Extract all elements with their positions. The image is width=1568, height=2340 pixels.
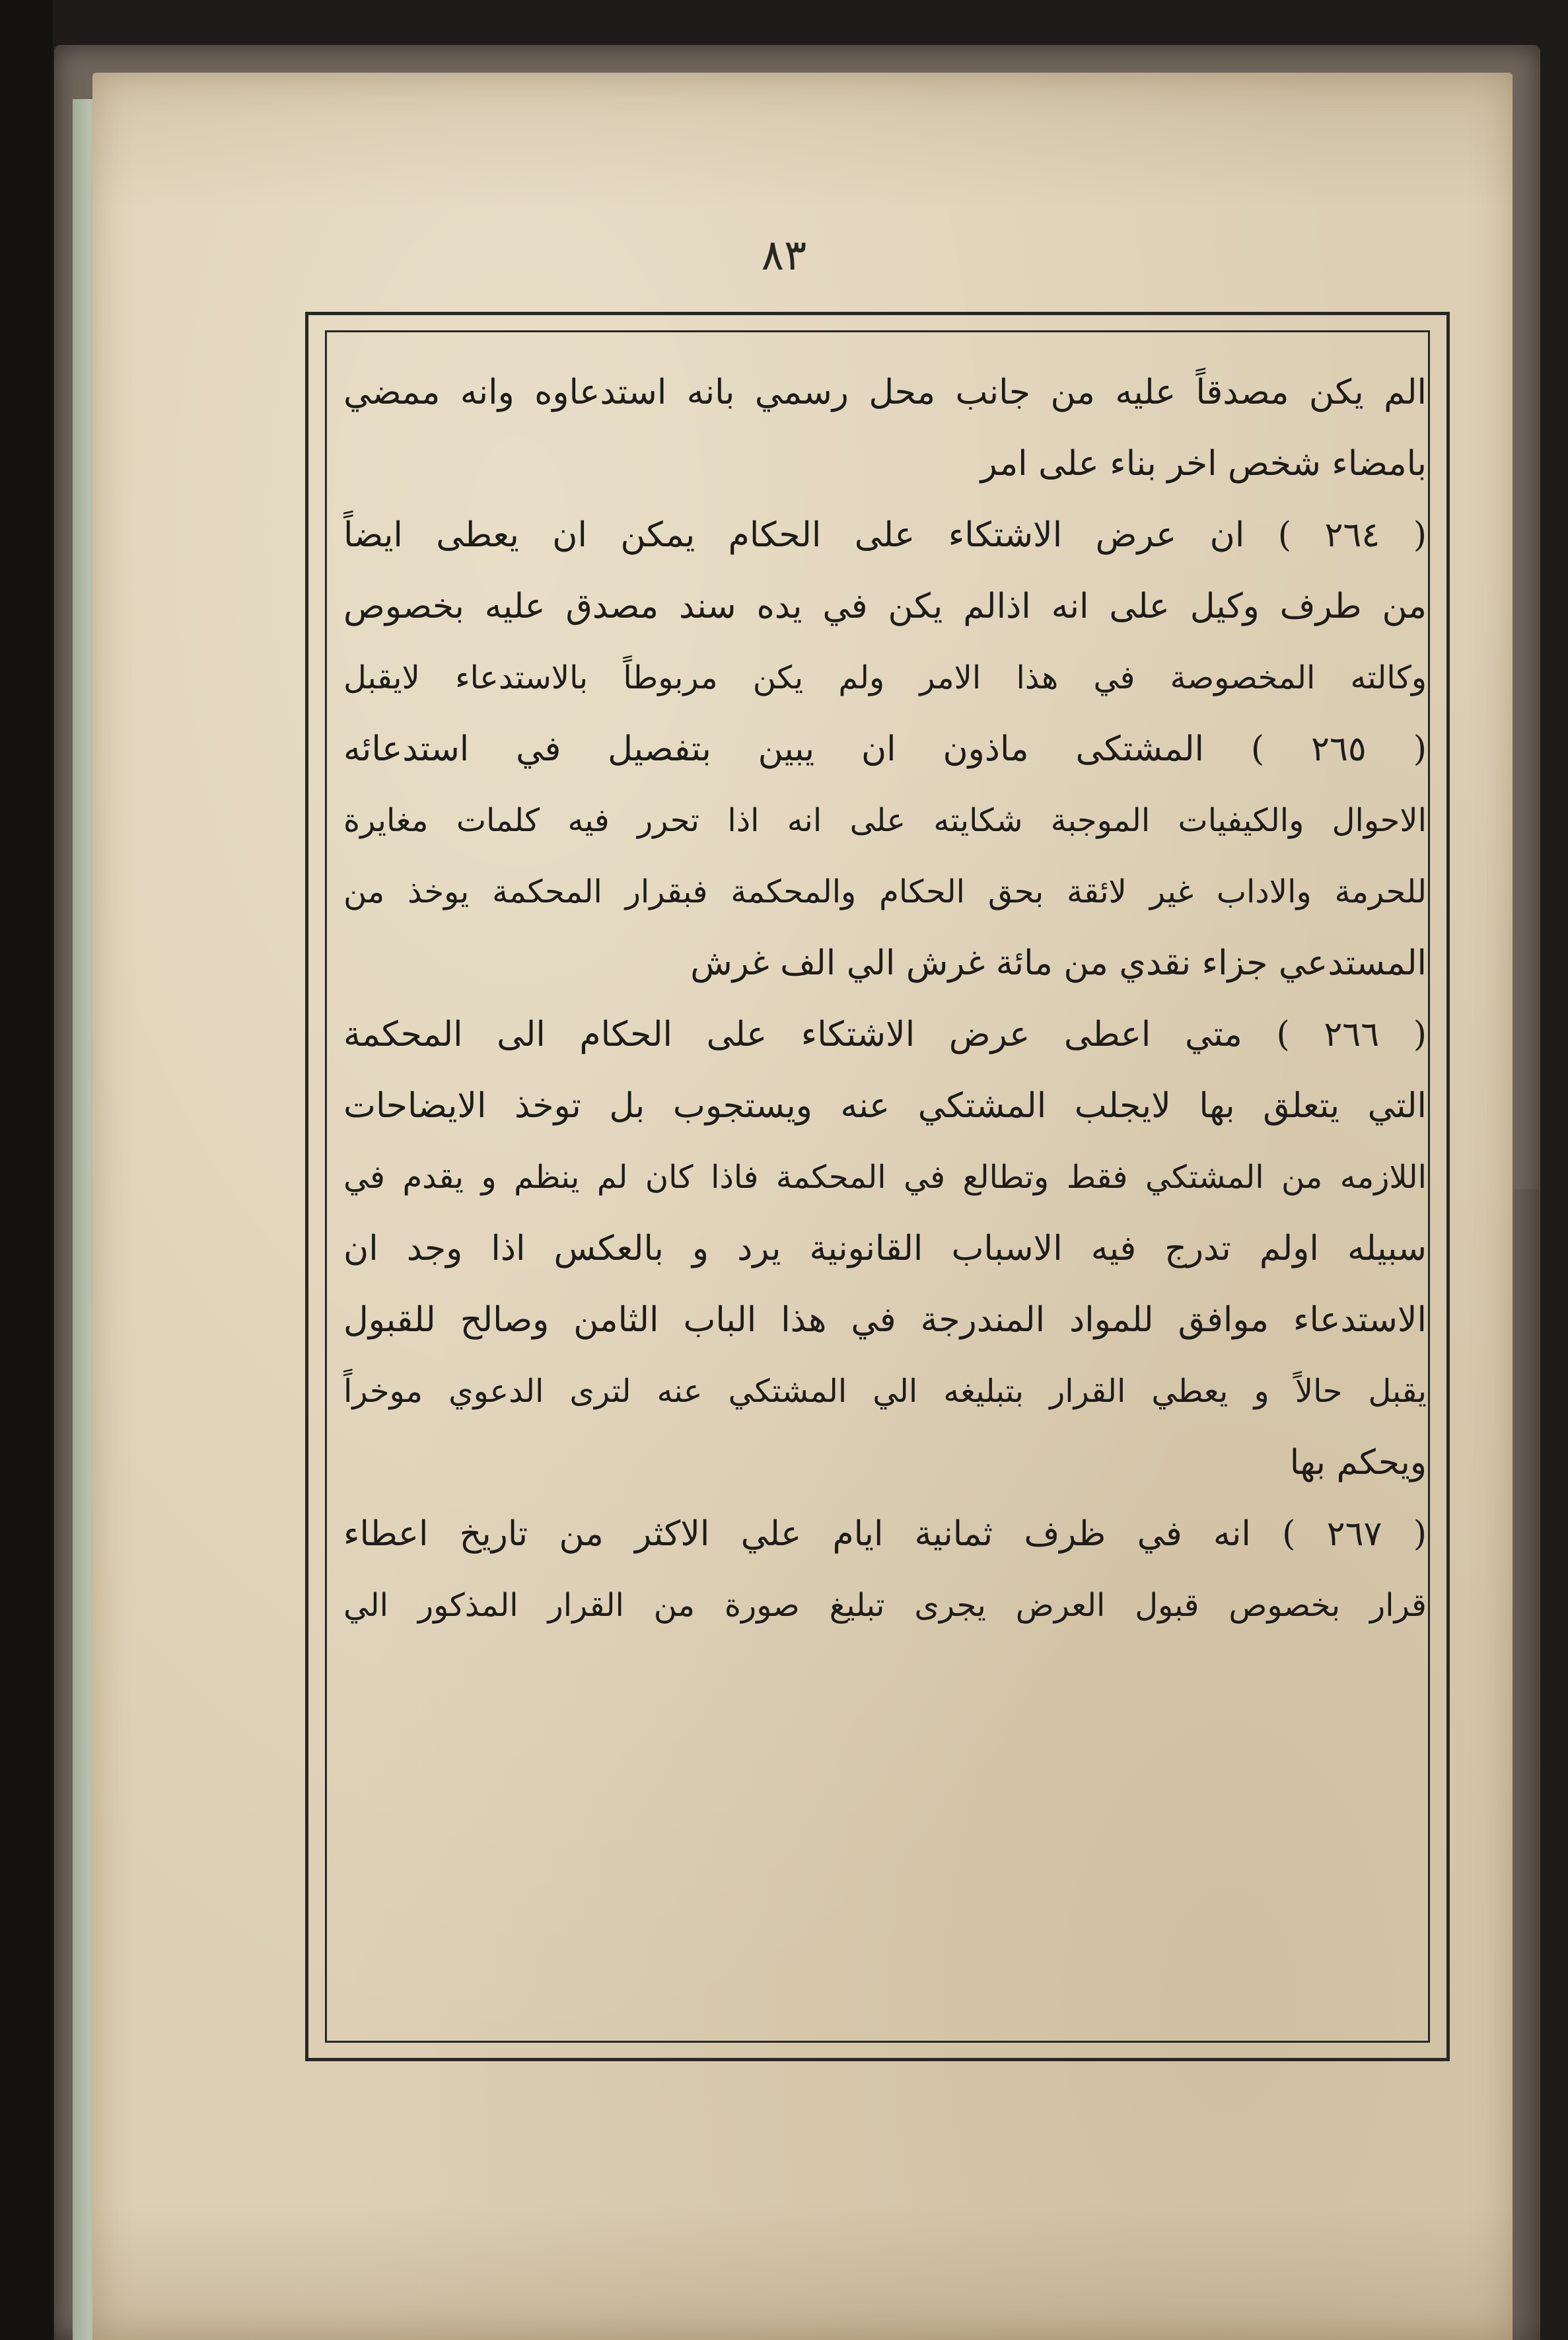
text-line: من طرف وكيل على انه اذالم يكن في يده سند مصدق عليه بخصوص <box>343 587 1427 626</box>
article-265-heading: ( ٢٦٥ ) المشتكى ماذون ان يبين بتفصيل في استدعائه <box>343 729 1427 769</box>
text-line: الاحوال والكيفيات الموجبة شكايته على انه اذا تحرر فيه كلمات مغايرة <box>343 802 1427 839</box>
text-line: المستدعي جزاء نقدي من مائة غرش الي الف غرش <box>690 943 1427 983</box>
article-266-heading: ( ٢٦٦ ) متي اعطى عرض الاشتكاء على الحكام الى المحكمة <box>343 1015 1427 1054</box>
text-line: بامضاء شخص اخر بناء على امر <box>980 444 1427 484</box>
text-line: ويحكم بها <box>1289 1443 1427 1482</box>
text-line: الاستدعاء موافق للمواد المندرجة في هذا الباب الثامن وصالح للقبول <box>343 1300 1427 1340</box>
text-line: قرار بخصوص قبول العرض يجرى تبليغ صورة من القرار المذكور الي <box>343 1587 1427 1624</box>
scan-backdrop <box>0 0 53 2340</box>
text-line: سبيله اولم تدرج فيه الاسباب القانونية يرد و بالعكس اذا وجد ان <box>343 1229 1427 1268</box>
article-267-heading: ( ٢٦٧ ) انه في ظرف ثمانية ايام علي الاكثر من تاريخ اعطاء <box>343 1514 1427 1554</box>
body-text <box>343 357 1427 1641</box>
text-line: للحرمة والاداب غير لائقة بحق الحكام والمحكمة فبقرار المحكمة يوخذ من <box>343 873 1427 910</box>
text-line: الم يكن مصدقاً عليه من جانب محل رسمي بانه استدعاوه وانه ممضي <box>343 373 1427 412</box>
text-line: التي يتعلق بها لايجلب المشتكي عنه ويستجوب بل توخذ الايضاحات <box>343 1086 1427 1126</box>
text-line: يقبل حالاً و يعطي القرار بتبليغه الي المشتكي عنه لترى الدعوي موخراً <box>343 1373 1427 1410</box>
text-line: اللازمه من المشتكي فقط وتطالع في المحكمة فاذا كان لم ينظم و يقدم في <box>343 1159 1427 1196</box>
text-line: وكالته المخصوصة في هذا الامر ولم يكن مربوطاً بالاستدعاء لايقبل <box>343 659 1427 696</box>
article-264-heading: ( ٢٦٤ ) ان عرض الاشتكاء على الحكام يمكن ان يعطى ايضاً <box>343 515 1427 555</box>
page-number: ٨٣ <box>761 231 807 280</box>
